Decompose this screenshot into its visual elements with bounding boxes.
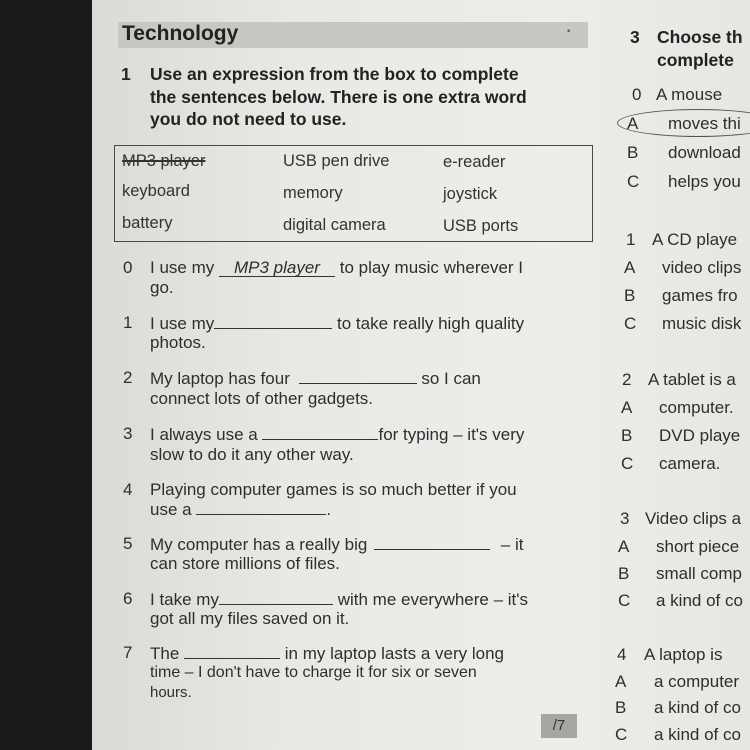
option-letter: C [618, 591, 631, 610]
option-text: a kind of co [654, 725, 741, 744]
question-3-line1 [150, 424, 524, 445]
word-box-cell: USB ports [443, 217, 519, 235]
question-6-pre: I take my [150, 590, 219, 609]
exercise3-number: 3 [630, 27, 640, 47]
question-0-answer: MP3 player [219, 258, 335, 277]
question-number: 4 [123, 480, 133, 499]
option-text: download [668, 143, 741, 162]
answer-blank[interactable] [299, 368, 417, 384]
question-1-post: to take really high quality [336, 314, 525, 333]
question-0-line1 [150, 258, 523, 278]
option-letter: B [618, 564, 630, 583]
question-5-line1 [150, 534, 523, 555]
question-6-line1 [150, 589, 528, 610]
item-stem: A tablet is a [648, 370, 736, 389]
question-number: 6 [123, 589, 133, 608]
option-text: moves thi [668, 114, 741, 133]
option-text: helps you [668, 172, 741, 191]
item-stem: Video clips a [645, 509, 742, 528]
option-letter: C [615, 725, 628, 744]
answer-blank[interactable] [262, 424, 378, 440]
question-2-line2: connect lots of other gadgets. [150, 389, 374, 408]
item-stem: A CD playe [652, 230, 738, 249]
option-letter: A [627, 114, 639, 133]
word-box-cell: e-reader [443, 153, 506, 171]
option-text: a kind of co [654, 698, 741, 717]
question-6-post: with me everywhere – it's [337, 590, 529, 609]
section-title: Technology [122, 22, 239, 45]
option-letter: B [627, 143, 639, 162]
answer-blank[interactable] [374, 534, 490, 550]
question-number: 3 [123, 424, 133, 443]
question-4-line2-post: . [326, 500, 332, 519]
answer-blank[interactable] [184, 643, 280, 659]
option-letter: A [621, 398, 633, 417]
exercise3-instruction-line1: Choose th [657, 27, 743, 47]
question-5-line2: can store millions of files. [150, 554, 340, 573]
question-7-line2: time – I don't have to charge it for six or seven [150, 664, 477, 681]
question-7-line1 [150, 643, 504, 664]
question-2-line1 [150, 368, 481, 389]
question-1-pre: I use my [150, 314, 215, 333]
option-text: computer. [659, 398, 734, 417]
option-text: a computer [654, 672, 740, 691]
question-1-line1 [150, 313, 524, 334]
exercise1-instruction-line1: Use an expression from the box to complete [150, 64, 519, 84]
question-0-post: to play music wherever I [339, 258, 524, 277]
answer-blank[interactable] [214, 313, 332, 329]
question-2-post: so I can [421, 369, 481, 388]
option-letter: A [615, 672, 627, 691]
word-box-cell: digital camera [283, 216, 386, 234]
question-number: 2 [123, 368, 133, 387]
question-1-line2: photos. [150, 333, 206, 352]
question-number: 7 [123, 643, 133, 662]
question-5-post: – it [500, 535, 524, 554]
option-text: camera. [659, 454, 721, 473]
title-bar-dot: ▪ [567, 26, 571, 37]
word-box-cell: keyboard [122, 182, 190, 200]
exercise1-instruction-line3: you do not need to use. [150, 109, 347, 129]
option-text: short piece [656, 537, 740, 556]
option-text: video clips [662, 258, 742, 277]
option-letter: B [615, 698, 627, 717]
option-text: a kind of co [656, 591, 743, 610]
score-box: /7 [541, 714, 577, 738]
item-number: 1 [626, 230, 636, 249]
question-number: 1 [123, 313, 133, 332]
question-0-pre: I use my [150, 258, 215, 277]
question-7-line3: hours. [150, 684, 192, 701]
question-4-line1: Playing computer games is so much better if you [150, 480, 517, 499]
question-5-pre: My computer has a really big [150, 535, 368, 554]
answer-blank[interactable] [196, 499, 326, 515]
question-3-pre: I always use a [150, 425, 258, 444]
item-number: 4 [617, 645, 627, 664]
question-7-post: in my laptop lasts a very long [284, 644, 504, 663]
option-text: small comp [656, 564, 742, 583]
exercise3-instruction-line2: complete [657, 50, 734, 70]
item-number: 2 [622, 370, 632, 389]
question-4-line2-pre: use a [150, 500, 192, 519]
option-letter: B [624, 286, 636, 305]
word-box-cell: USB pen drive [283, 152, 390, 170]
question-3-line2: slow to do it any other way. [150, 445, 354, 464]
question-2-pre: My laptop has four [150, 369, 290, 388]
word-box-cell: battery [122, 214, 173, 232]
option-text: DVD playe [659, 426, 741, 445]
item-stem: A mouse [656, 85, 723, 104]
option-letter: B [621, 426, 633, 445]
word-box-cell: joystick [443, 185, 498, 203]
item-number: 3 [620, 509, 630, 528]
question-4-line2 [150, 499, 331, 520]
question-number: 0 [123, 258, 133, 277]
question-7-pre: The [150, 644, 180, 663]
option-letter: C [621, 454, 634, 473]
option-text: games fro [662, 286, 738, 305]
answer-blank[interactable] [219, 589, 333, 605]
question-6-line2: got all my files saved on it. [150, 609, 350, 628]
option-text: music disk [662, 314, 742, 333]
question-3-post: for typing – it's very [378, 425, 525, 444]
item-number: 0 [632, 85, 642, 104]
question-0-line2: go. [150, 278, 174, 297]
option-letter: C [627, 172, 640, 191]
option-letter: A [618, 537, 630, 556]
word-box-cell: MP3 player [122, 152, 206, 170]
option-letter: C [624, 314, 637, 333]
question-number: 5 [123, 534, 133, 553]
exercise1-number: 1 [121, 64, 131, 84]
word-box-cell: memory [283, 184, 343, 202]
option-letter: A [624, 258, 636, 277]
exercise1-instruction-line2: the sentences below. There is one extra word [150, 87, 527, 107]
item-stem: A laptop is [644, 645, 723, 664]
